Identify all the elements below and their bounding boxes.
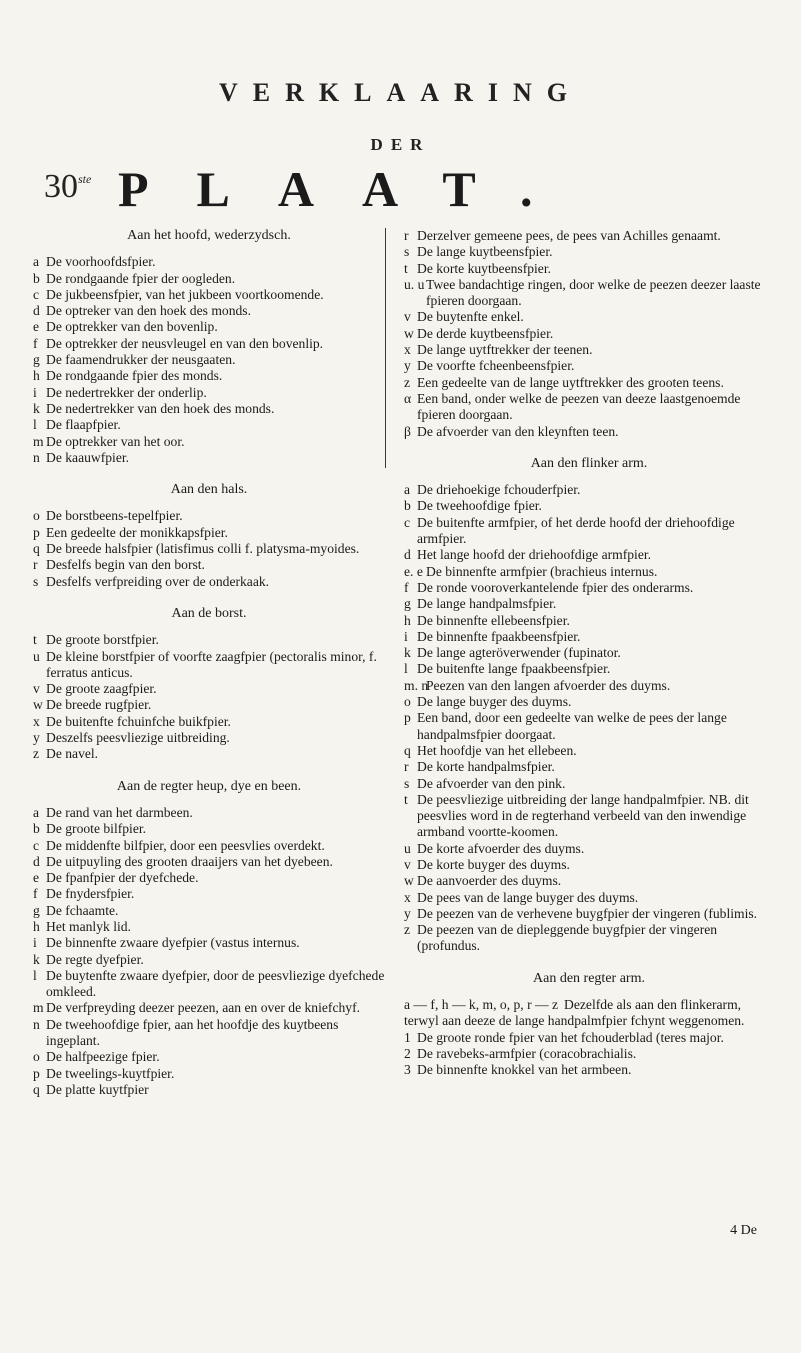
- legend-text: De korte afvoerder des duyms.: [417, 840, 585, 856]
- legend-key: w: [404, 325, 414, 341]
- legend-key: h: [404, 612, 411, 628]
- legend-entry: [404, 1030, 774, 1046]
- legend-text: De driehoekige fchouderfpier.: [417, 482, 581, 498]
- section-title-head: Aan het hoofd, wederzydsch.: [127, 228, 291, 243]
- legend-key: z: [404, 922, 411, 938]
- legend-entry: [33, 1066, 385, 1082]
- legend-key: 3: [404, 1062, 411, 1078]
- legend-entry: [404, 228, 774, 244]
- list-chest: [33, 632, 385, 762]
- legend-text: De lange handpalmsfpier.: [417, 596, 557, 612]
- legend-key: c: [33, 286, 40, 302]
- legend-text: De nedertrekker der onderlip.: [46, 384, 207, 400]
- legend-key: t: [404, 260, 408, 276]
- legend-key: o: [404, 694, 411, 710]
- legend-key: q: [404, 742, 411, 758]
- legend-text: Het manlyk lid.: [46, 918, 131, 934]
- legend-key: n: [33, 449, 40, 465]
- legend-text: De faamendrukker der neusgaaten.: [46, 352, 236, 368]
- list-foot: [404, 228, 774, 440]
- column-divider: [385, 228, 386, 468]
- legend-entry: [404, 277, 774, 310]
- legend-text: De ronde vooroverkantelende fpier des onderarms.: [417, 579, 694, 595]
- legend-key: 2: [404, 1045, 411, 1061]
- legend-text: Een gedeelte van de lange uytftrekker des grooten teens.: [417, 374, 724, 390]
- legend-entry: [33, 287, 385, 303]
- legend-text: De binnenfte ellebeensfpier.: [417, 612, 570, 628]
- legend-key: b: [404, 498, 411, 514]
- legend-entry: [33, 368, 385, 384]
- legend-entry: [33, 385, 385, 401]
- legend-text: De jukbeensfpier, van het jukbeen voortkoomende.: [46, 286, 324, 302]
- legend-text: De binnenfte knokkel van het armbeen.: [417, 1062, 632, 1078]
- legend-text: De buytenfte enkel.: [417, 309, 524, 325]
- legend-text: De breede rugfpier.: [46, 697, 152, 713]
- legend-text: De voorfte fcheenbeensfpier.: [417, 358, 575, 374]
- legend-key: s: [404, 775, 410, 791]
- legend-key: k: [33, 400, 40, 416]
- legend-key: v: [404, 856, 411, 872]
- legend-text: De rondgaande fpier des monds.: [46, 368, 223, 384]
- legend-key: h: [33, 918, 40, 934]
- legend-key: a: [33, 804, 40, 820]
- legend-text: De groote ronde fpier van het fchouderblad (teres major.: [417, 1029, 724, 1045]
- legend-entry: [33, 821, 385, 837]
- legend-text: De halfpeezige fpier.: [46, 1049, 160, 1065]
- catchword: 4 De: [730, 1223, 757, 1238]
- list-left-arm: [404, 482, 774, 955]
- legend-entry: [404, 710, 774, 743]
- legend-text: De peesvliezige uitbreiding der lange handpalmfpier. NB. dit peesvlies word in de regterhand verbeeld van den inwendige armband voortte-koomen.: [417, 791, 749, 840]
- legend-key: g: [33, 352, 40, 368]
- legend-key: u: [404, 840, 411, 856]
- legend-entry: [33, 271, 385, 287]
- legend-text: De optrekker van het oor.: [46, 433, 185, 449]
- legend-entry: [33, 319, 385, 335]
- legend-key: m. n: [404, 677, 429, 693]
- legend-key: i: [404, 628, 408, 644]
- legend-text: De middenfte bilfpier, door een peesvlies overdekt.: [46, 837, 325, 853]
- section-title-chest: Aan de borst.: [171, 605, 247, 621]
- legend-entry: [33, 1049, 385, 1065]
- legend-entry: [404, 375, 774, 391]
- legend-entry: [33, 838, 385, 854]
- legend-text: Deszelfs peesvliezige uitbreiding.: [46, 730, 230, 746]
- legend-text: De fchaamte.: [46, 902, 119, 918]
- legend-key: z: [404, 374, 411, 390]
- legend-entry: [33, 649, 385, 682]
- legend-key: x: [404, 889, 411, 905]
- legend-key: l: [404, 661, 408, 677]
- legend-key: m: [33, 1000, 44, 1016]
- legend-entry: [33, 434, 385, 450]
- legend-key: t: [33, 632, 37, 648]
- legend-entry: [33, 681, 385, 697]
- legend-key: q: [33, 541, 40, 557]
- legend-key: f: [33, 335, 38, 351]
- legend-key: q: [33, 1081, 40, 1097]
- legend-entry: [404, 564, 774, 580]
- list-right-arm: [404, 997, 774, 1078]
- legend-text: De regte dyefpier.: [46, 951, 144, 967]
- legend-text: De voorhoofdsfpier.: [46, 254, 156, 270]
- legend-entry: [33, 870, 385, 886]
- legend-text: De navel.: [46, 746, 99, 762]
- legend-entry: [33, 541, 385, 557]
- legend-key: e: [33, 870, 40, 886]
- legend-entry: [404, 515, 774, 548]
- legend-entry: [404, 645, 774, 661]
- legend-key: β: [404, 423, 411, 439]
- legend-text: De korte buyger des duyms.: [417, 856, 570, 872]
- legend-text: De uitpuyling des grooten draaijers van het dyebeen.: [46, 853, 333, 869]
- legend-entry: [404, 776, 774, 792]
- legend-text: De lange kuytbeensfpier.: [417, 244, 553, 260]
- legend-entry: [33, 1082, 385, 1098]
- plate-number: [44, 168, 91, 206]
- legend-key: c: [404, 514, 411, 530]
- legend-key: e: [33, 319, 40, 335]
- legend-text: De ravebeks-armfpier (coracobrachialis.: [417, 1045, 637, 1061]
- legend-text: De afvoerder van den pink.: [417, 775, 566, 791]
- legend-entry: [33, 1017, 385, 1050]
- legend-text: De groote borstfpier.: [46, 632, 159, 648]
- legend-text: De binnenfte zwaare dyefpier (vastus internus.: [46, 935, 300, 951]
- page-title: VERKLAARING: [219, 78, 582, 107]
- section-title-neck: Aan den hals.: [170, 482, 248, 498]
- legend-text: Het lange hoofd der driehoofdige armfpier.: [417, 547, 652, 563]
- right-column: [404, 228, 774, 1079]
- legend-text: De fpanfpier der dyefchede.: [46, 870, 199, 886]
- legend-entry: [404, 424, 774, 440]
- legend-key: s: [404, 244, 410, 260]
- legend-text: De binnenfte fpaakbeensfpier.: [417, 628, 581, 644]
- legend-entry: [404, 358, 774, 374]
- legend-entry: [404, 678, 774, 694]
- legend-text: De binnenfte armfpier (brachieus internus.: [426, 563, 658, 579]
- legend-key: g: [33, 902, 40, 918]
- legend-key: o: [33, 1049, 40, 1065]
- legend-text: De platte kuytfpier: [46, 1081, 149, 1097]
- legend-text: De optrekker der neusvleugel en van den bovenlip.: [46, 335, 324, 351]
- legend-key: f: [33, 886, 38, 902]
- legend-key: p: [33, 524, 40, 540]
- legend-text: De tweehoofdige fpier, aan het hoofdje des kuytbeens ingeplant.: [46, 1016, 339, 1049]
- legend-key: f: [404, 579, 409, 595]
- legend-entry: [404, 596, 774, 612]
- legend-text: Desfelfs verfpreiding over de onderkaak.: [46, 573, 270, 589]
- legend-entry: [404, 743, 774, 759]
- legend-entry: [33, 919, 385, 935]
- plate-heading: PLAAT.: [118, 161, 581, 217]
- legend-entry: [404, 261, 774, 277]
- legend-key: y: [404, 358, 411, 374]
- legend-entry: [33, 730, 385, 746]
- legend-entry: [404, 841, 774, 857]
- legend-entry: [33, 968, 385, 1001]
- legend-key: a: [33, 254, 40, 270]
- legend-text: De nedertrekker van den hoek des monds.: [46, 400, 275, 416]
- legend-text: De buitenfte fchuinfche buikfpier.: [46, 713, 231, 729]
- legend-text: Een band, onder welke de peezen van deeze laastgenoemde fpieren doorgaan.: [417, 390, 741, 423]
- legend-text: Dezelfde als aan den flinkerarm, terwyl aan deeze de lange handpalmfpier fchynt weggenomen.: [404, 997, 745, 1029]
- legend-entry: [33, 336, 385, 352]
- legend-entry: [404, 661, 774, 677]
- legend-key: y: [33, 730, 40, 746]
- legend-key: h: [33, 368, 40, 384]
- legend-entry: [404, 906, 774, 922]
- legend-entry: [404, 342, 774, 358]
- legend-key: c: [33, 837, 40, 853]
- list-leg: [33, 805, 385, 1098]
- legend-key: o: [33, 508, 40, 524]
- legend-entry: [33, 632, 385, 648]
- legend-text: De aanvoerder des duyms.: [417, 873, 562, 889]
- legend-key: a: [404, 482, 411, 498]
- legend-entry: [33, 303, 385, 319]
- legend-entry: [33, 903, 385, 919]
- legend-key: g: [404, 596, 411, 612]
- legend-entry: [404, 873, 774, 889]
- legend-text: De optrekker van den bovenlip.: [46, 319, 218, 335]
- legend-key: x: [404, 342, 411, 358]
- legend-entry: [404, 759, 774, 775]
- legend-text: De kaauwfpier.: [46, 449, 130, 465]
- legend-entry: [404, 890, 774, 906]
- legend-text: Derzelver gemeene pees, de pees van Achilles genaamt.: [417, 228, 721, 243]
- legend-text: De peezen van de diepleggende buygfpier der vingeren (profundus.: [417, 922, 718, 954]
- legend-entry: [33, 952, 385, 968]
- legend-key: y: [404, 905, 411, 921]
- legend-key: x: [33, 713, 40, 729]
- legend-entry: [33, 935, 385, 951]
- section-title-left-arm: Aan den flinker arm.: [530, 455, 648, 471]
- section-title-leg: Aan de regter heup, dye en been.: [116, 778, 302, 794]
- legend-entry: [404, 857, 774, 873]
- legend-key: v: [33, 681, 40, 697]
- legend-entry: [33, 1000, 385, 1016]
- legend-text: De lange buyger des duyms.: [417, 694, 572, 710]
- legend-key: m: [33, 433, 44, 449]
- legend-key: n: [33, 1016, 40, 1032]
- legend-entry: [404, 326, 774, 342]
- legend-text: De korte kuytbeensfpier.: [417, 260, 552, 276]
- legend-entry: [404, 792, 774, 841]
- legend-entry: [33, 557, 385, 573]
- legend-text: De kleine borstfpier of voorfte zaagfpier (pectoralis minor, f. ferratus anticus.: [46, 648, 377, 680]
- legend-text: De buitenfte lange fpaakbeensfpier.: [417, 661, 611, 677]
- legend-text: De fnydersfpier.: [46, 886, 135, 902]
- legend-text: Een gedeelte der monikkapsfpier.: [46, 524, 228, 540]
- legend-text: Het hoofdje van het ellebeen.: [417, 742, 577, 758]
- legend-text: De groote bilfpier.: [46, 821, 147, 837]
- legend-entry: [33, 525, 385, 541]
- legend-entry: [33, 697, 385, 713]
- legend-key: e. e: [404, 563, 423, 579]
- legend-key: r: [33, 557, 38, 573]
- legend-key: α: [404, 390, 412, 406]
- legend-text: De verfpreyding deezer peezen, aan en over de kniefchyf.: [46, 1000, 360, 1016]
- legend-text: Een band, door een gedeelte van welke de pees der lange handpalmsfpier doorgaat.: [417, 710, 727, 742]
- legend-entry: [404, 922, 774, 955]
- legend-text: De rand van het darmbeen.: [46, 804, 193, 820]
- legend-text: De buitenfte armfpier, of het derde hoofd der driehoofdige armfpier.: [417, 514, 735, 547]
- legend-key: b: [33, 821, 40, 837]
- legend-key: a — f, h — k, m, o, p, r — z: [404, 997, 559, 1013]
- legend-key: l: [33, 417, 37, 433]
- legend-entry: [404, 997, 774, 1030]
- legend-key: u: [33, 648, 40, 664]
- legend-key: p: [404, 710, 411, 726]
- legend-key: v: [404, 309, 411, 325]
- list-neck: [33, 508, 385, 589]
- legend-key: k: [33, 951, 40, 967]
- legend-key: w: [404, 873, 414, 889]
- legend-entry: [33, 508, 385, 524]
- legend-entry: [33, 886, 385, 902]
- legend-entry: [404, 613, 774, 629]
- legend-text: De rondgaande fpier der oogleden.: [46, 270, 236, 286]
- legend-entry: [33, 574, 385, 590]
- legend-entry: [404, 694, 774, 710]
- legend-text: De afvoerder van den kleynften teen.: [417, 423, 619, 439]
- legend-key: r: [404, 759, 409, 775]
- legend-text: Peezen van den langen afvoerder des duyms.: [426, 677, 671, 693]
- legend-text: De peezen van de verhevene buygfpier der vingeren (fublimis.: [417, 905, 758, 921]
- legend-key: r: [404, 228, 409, 243]
- legend-text: De lange uytftrekker der teenen.: [417, 342, 593, 358]
- legend-key: u. u: [404, 276, 425, 292]
- legend-entry: [33, 417, 385, 433]
- legend-entry: [33, 254, 385, 270]
- legend-entry: [33, 714, 385, 730]
- section-title-right-arm: Aan den regter arm.: [533, 970, 645, 986]
- legend-entry: [404, 629, 774, 645]
- legend-entry: [404, 547, 774, 563]
- legend-key: 1: [404, 1029, 411, 1045]
- legend-text: De groote zaagfpier.: [46, 681, 157, 697]
- legend-key: t: [404, 791, 408, 807]
- legend-entry: [404, 580, 774, 596]
- legend-key: d: [33, 303, 40, 319]
- legend-key: b: [33, 270, 40, 286]
- legend-key: s: [33, 573, 39, 589]
- legend-entry: [33, 401, 385, 417]
- legend-key: w: [33, 697, 43, 713]
- legend-key: d: [33, 853, 40, 869]
- page-subtitle: DER: [370, 135, 431, 154]
- legend-text: De pees van de lange buyger des duyms.: [417, 889, 639, 905]
- legend-entry: [33, 805, 385, 821]
- legend-entry: [33, 352, 385, 368]
- legend-text: De korte handpalmsfpier.: [417, 759, 555, 775]
- legend-text: De tweehoofdige fpier.: [417, 498, 542, 514]
- legend-text: De flaapfpier.: [46, 417, 121, 433]
- legend-entry: [404, 309, 774, 325]
- legend-key: i: [33, 384, 37, 400]
- plate-number-value: 30: [44, 168, 78, 205]
- legend-text: De buytenfte zwaare dyefpier, door de peesvliezige dyefchede omkleed.: [46, 967, 385, 1000]
- legend-entry: [404, 498, 774, 514]
- legend-key: k: [404, 645, 411, 661]
- legend-text: De breede halsfpier (latisfimus colli f. platysma-myoides.: [46, 541, 360, 557]
- legend-key: p: [33, 1065, 40, 1081]
- legend-text: De borstbeens-tepelfpier.: [46, 508, 183, 524]
- legend-entry: [33, 854, 385, 870]
- legend-text: Desfelfs begin van den borst.: [46, 557, 205, 573]
- legend-text: De tweelings-kuytfpier.: [46, 1065, 175, 1081]
- list-head: [33, 254, 385, 466]
- left-column: [33, 228, 385, 1098]
- legend-key: z: [33, 746, 40, 762]
- legend-entry: [404, 244, 774, 260]
- legend-entry: [404, 1062, 774, 1078]
- legend-text: De lange agteröverwender (fupinator.: [417, 645, 621, 661]
- legend-key: i: [33, 935, 37, 951]
- legend-text: De derde kuytbeensfpier.: [417, 325, 554, 341]
- plate-number-suffix: ste: [78, 172, 92, 186]
- legend-entry: [404, 1046, 774, 1062]
- legend-text: De optreker van den hoek des monds.: [46, 303, 251, 319]
- legend-text: Twee bandachtige ringen, door welke de peezen deezer laaste fpieren doorgaan.: [426, 276, 761, 309]
- legend-key: l: [33, 967, 37, 983]
- legend-entry: [33, 450, 385, 466]
- legend-entry: [33, 746, 385, 762]
- legend-key: d: [404, 547, 411, 563]
- legend-entry: [404, 391, 774, 424]
- legend-entry: [404, 482, 774, 498]
